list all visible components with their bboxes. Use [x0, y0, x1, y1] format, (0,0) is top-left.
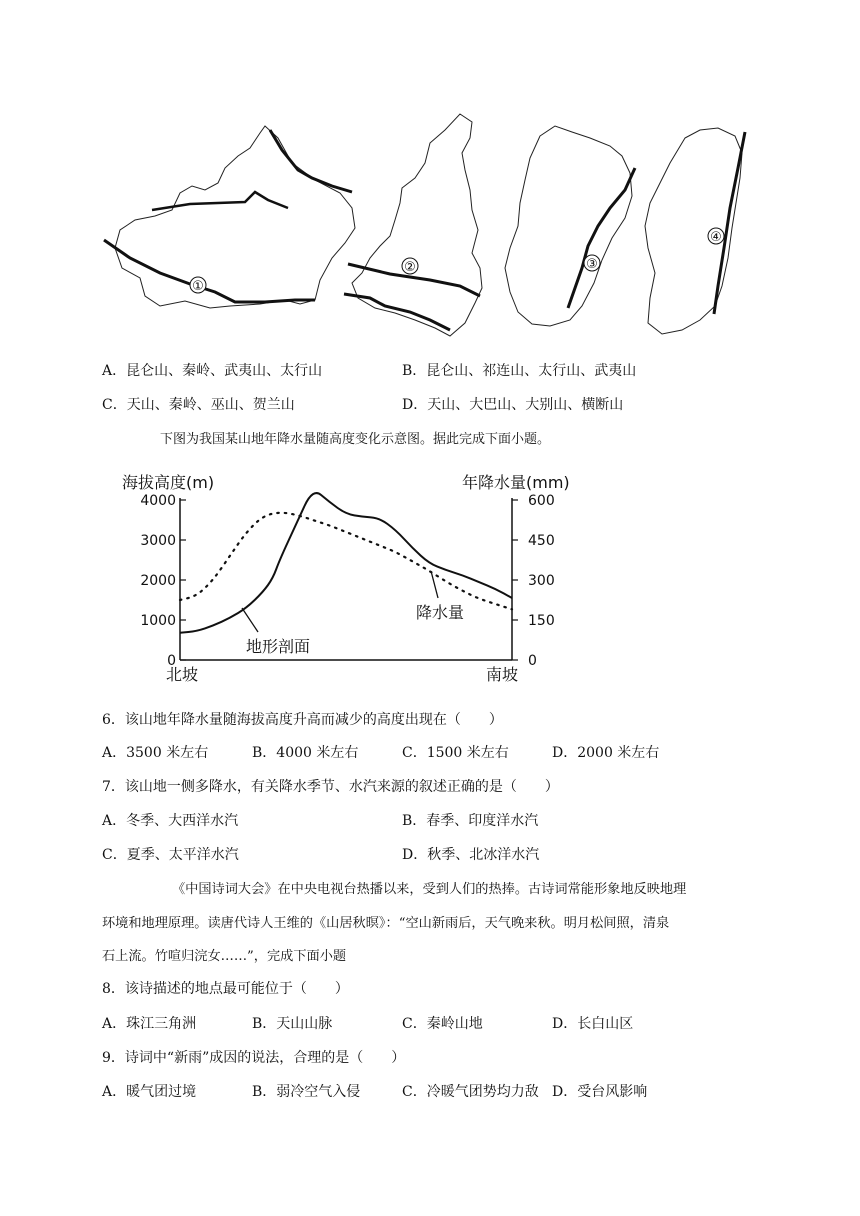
left-tick-label: 3000: [140, 533, 176, 549]
q7-option-d: D．秋季、北冰洋水汽: [402, 847, 540, 863]
q6-stem: 6．该山地年降水量随海拔高度升高而减少的高度出现在（ ）: [102, 712, 503, 728]
mountain-line-1b: [152, 192, 288, 210]
left-tick-label: 1000: [140, 613, 176, 629]
poem-intro-line-3: 石上流。竹喧归浣女……”，完成下面小题: [102, 949, 347, 964]
poem-intro-line-2: 环境和地理原理。读唐代诗人王维的《山居秋暝》：“空山新雨后，天气晚来秋。明月松间照，清泉: [102, 916, 670, 931]
q5-option-a: A．昆仑山、秦岭、武夷山、太行山: [102, 363, 323, 379]
terrain-series-label: 地形剖面: [246, 637, 311, 656]
map-label-3: ③: [586, 257, 598, 272]
q5-option-b: B．昆仑山、祁连山、太行山、武夷山: [402, 363, 637, 379]
q8-option-a: A．珠江三角洲: [102, 1016, 197, 1032]
q9-stem: 9．诗词中“新雨”成因的说法，合理的是（ ）: [102, 1050, 406, 1066]
map-label-2: ②: [404, 260, 416, 275]
province-maps: [100, 108, 760, 340]
q6-option-d: D．2000 米左右: [552, 745, 660, 761]
x-right-label: 南坡: [486, 665, 519, 684]
mountain-line-1c: [104, 240, 315, 302]
q7-option-a: A．冬季、大西洋水汽: [102, 813, 239, 829]
right-tick-label: 0: [528, 653, 537, 669]
map-1: [115, 126, 355, 308]
right-tick-label: 600: [528, 493, 555, 509]
left-tick-label: 2000: [140, 573, 176, 589]
elevation-precipitation-chart: [120, 466, 570, 686]
map-label-1: ①: [192, 279, 204, 294]
mountain-line-3: [568, 168, 635, 308]
left-tick-label: 0: [167, 653, 176, 669]
x-left-label: 北坡: [166, 665, 199, 684]
q6-option-b: B．4000 米左右: [252, 745, 359, 761]
right-tick-label: 450: [528, 533, 555, 549]
q6-option-a: A．3500 米左右: [102, 745, 209, 761]
right-tick-label: 150: [528, 613, 555, 629]
mountain-line-4: [714, 132, 745, 314]
q8-option-b: B．天山山脉: [252, 1016, 333, 1032]
q5-option-d: D．天山、大巴山、大别山、横断山: [402, 397, 624, 413]
q8-stem: 8．该诗描述的地点最可能位于（ ）: [102, 981, 349, 997]
poem-intro-line-1: 《中国诗词大会》在中央电视台热播以来，受到人们的热捧。古诗词常能形象地反映地理: [172, 882, 687, 897]
mountain-line-1a: [270, 130, 352, 192]
q9-option-c: C．冷暖气团势均力敌: [402, 1084, 539, 1100]
precipitation-line: [180, 513, 512, 610]
q6-option-c: C．1500 米左右: [402, 745, 509, 761]
q7-option-c: C．夏季、太平洋水汽: [102, 847, 239, 863]
right-tick-label: 300: [528, 573, 555, 589]
left-axis-label: 海拔高度(m): [122, 473, 215, 492]
q9-option-a: A．暖气团过境: [102, 1084, 197, 1100]
q7-stem: 7．该山地一侧多降水，有关降水季节、水汽来源的叙述正确的是（ ）: [102, 779, 559, 795]
right-axis-label: 年降水量(mm): [462, 473, 570, 492]
q5-option-c: C．天山、秦岭、巫山、贺兰山: [102, 397, 295, 413]
precip-series-label: 降水量: [416, 603, 465, 622]
map-label-4: ④: [710, 230, 722, 245]
q8-option-d: D．长白山区: [552, 1016, 634, 1032]
q8-option-c: C．秦岭山地: [402, 1016, 483, 1032]
left-tick-label: 4000: [140, 493, 176, 509]
q9-option-b: B．弱冷空气入侵: [252, 1084, 361, 1100]
terrain-leader-line: [242, 608, 258, 632]
q7-option-b: B．春季、印度洋水汽: [402, 813, 539, 829]
map-2: [352, 114, 482, 336]
map-3: [505, 126, 632, 326]
q9-option-d: D．受台风影响: [552, 1084, 648, 1100]
chart-intro: 下图为我国某山地年降水量随高度变化示意图。据此完成下面小题。: [160, 432, 551, 447]
